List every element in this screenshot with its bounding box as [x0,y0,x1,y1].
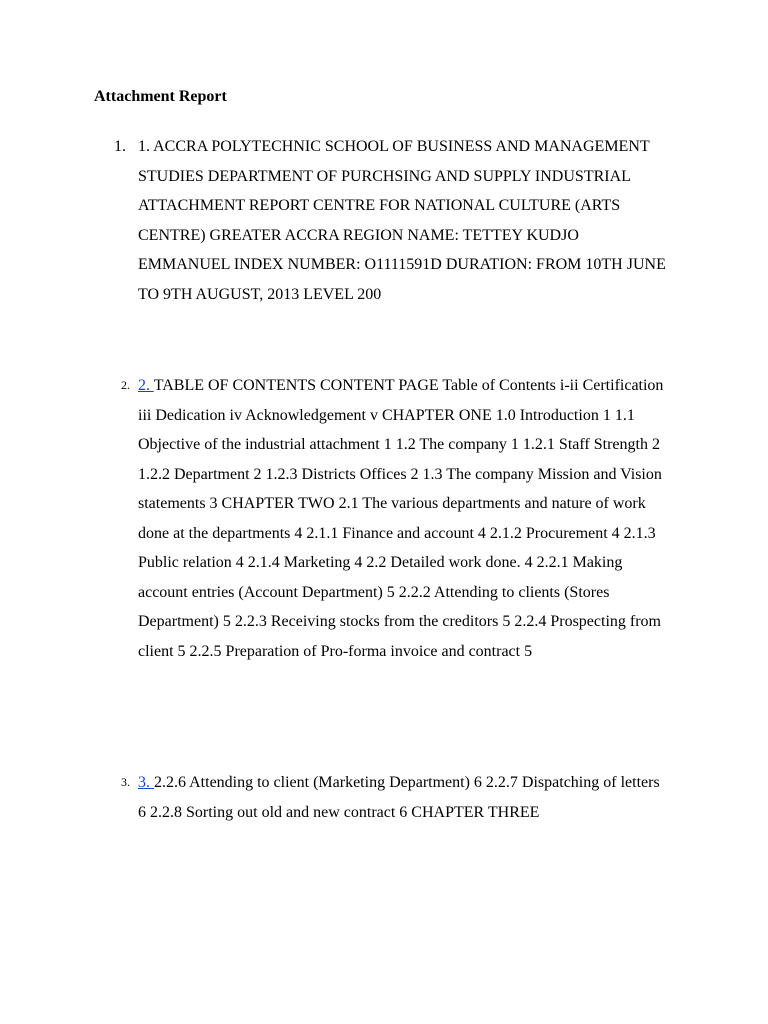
page-link-2[interactable]: 2. [138,377,154,394]
list-item-2-text: TABLE OF CONTENTS CONTENT PAGE Table of Contents i-ii Certification iii Dedication iv Acknowledgement v CHAPTER ONE 1.0 Introduction 1 1.1 Objective of the industrial attachment 1 1.2 The company 1 1.2.1 Staff Strength 2 1.2.2 Department 2 1.2.3 Districts Offices 2 1.3 The company Mission and Vision statements 3 CHAPTER TWO 2.1 The various departments and nature of work done at the departments 4 2.1.1 Finance and account 4 2.1.2 Procurement 4 2.1.3 Public relation 4 2.1.4 Marketing 4 2.2 Detailed work done. 4 2.2.1 Making account entries (Account Department) 5 2.2.2 Attending to clients (Stores Department) 5 2.2.3 Receiving stocks from the creditors 5 2.2.4 Prospecting from client 5 2.2.5 Preparation of Pro-forma invoice and contract 5 [138,377,664,660]
list-item-1-text: 1. ACCRA POLYTECHNIC SCHOOL OF BUSINESS AND MANAGEMENT STUDIES DEPARTMENT OF PURCHSING AND SUPPLY INDUSTRIAL ATTACHMENT REPORT CENTRE FOR NATIONAL CULTURE (ARTS CENTRE) GREATER ACCRA REGION NAME: TETTEY KUDJO EMMANUEL INDEX NUMBER: O1111591D DURATION: FROM 10TH JUNE TO 9TH AUGUST, 2013 LEVEL 200 [138,138,666,303]
list-marker-3: 3. [121,775,130,789]
list-item-3-text: 2.2.6 Attending to client (Marketing Department) 6 2.2.7 Dispatching of letters 6 2.2.8 Sorting out old and new contract 6 CHAPTER THREE [138,774,660,821]
list-marker-1: 1. [114,138,126,155]
list-marker-2: 2. [121,378,130,392]
document-title: Attachment Report [94,88,227,105]
list-item-2 [94,371,668,666]
list-item-3 [94,768,668,827]
page-link-3[interactable]: 3. [138,774,154,791]
list-item-1 [94,132,668,309]
